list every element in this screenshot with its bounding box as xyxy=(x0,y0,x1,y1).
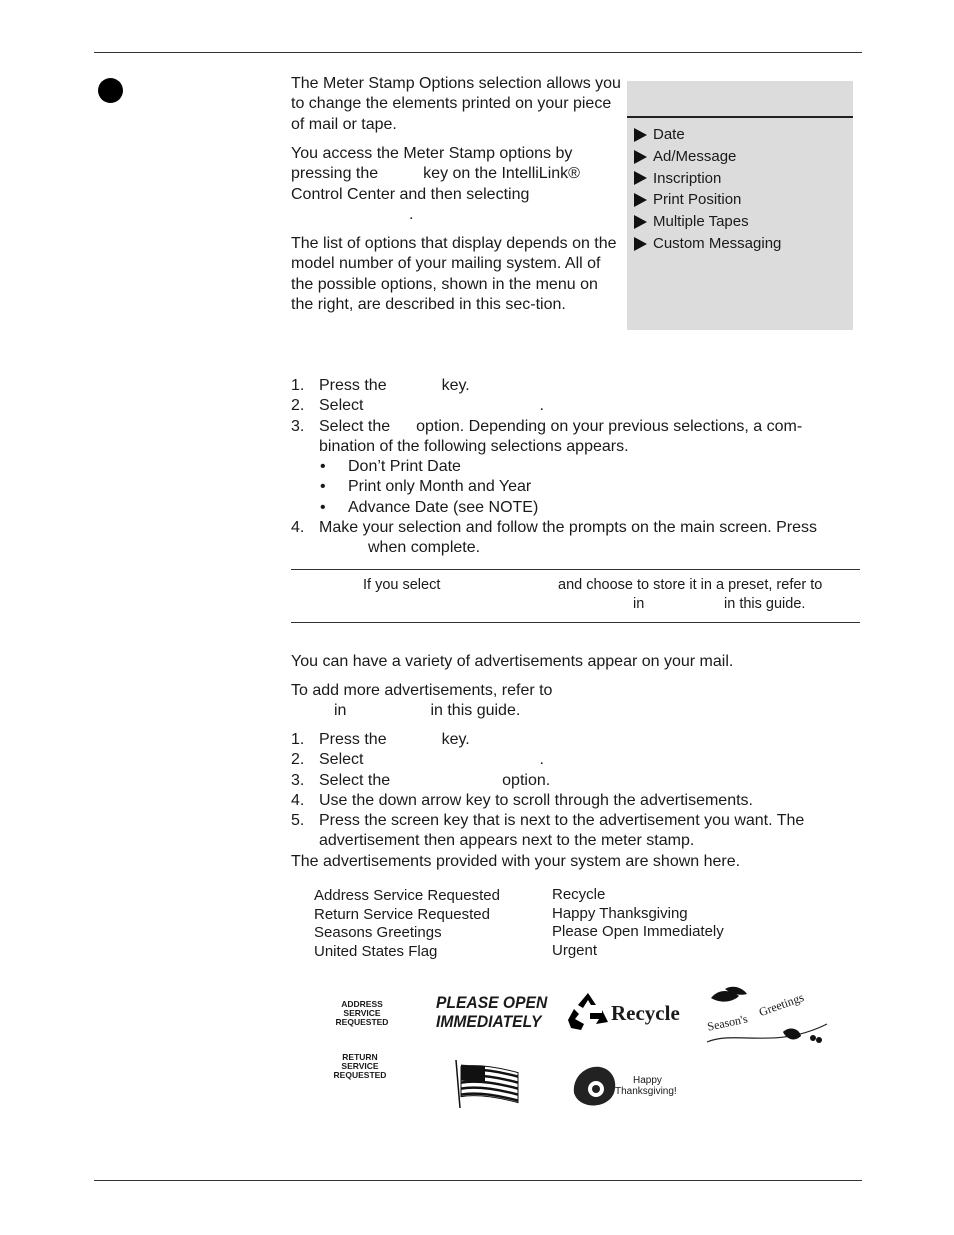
ad-outro: The advertisements provided with your system are shown here. xyxy=(291,852,741,870)
menu-item-label: Multiple Tapes xyxy=(653,213,749,231)
ads-list-column-2 xyxy=(552,886,724,960)
ad-list-item: Return Service Requested xyxy=(314,905,490,923)
menu-item[interactable] xyxy=(634,168,853,190)
stamp-address-service-requested: ADDRESS SERVICE REQUESTED xyxy=(335,999,389,1027)
american-flag-icon xyxy=(452,1058,522,1110)
bottom-rule xyxy=(94,1180,862,1181)
note-box xyxy=(291,569,860,623)
menu-item[interactable] xyxy=(634,233,853,255)
menu-item-label: Inscription xyxy=(653,169,722,187)
ads-list-column-1 xyxy=(314,887,500,961)
menu-item-label: Date xyxy=(653,126,685,143)
note-text-a: If you select xyxy=(363,577,441,593)
note-text-b: and choose to store it in a preset, refer to xyxy=(558,577,823,593)
menu-item[interactable] xyxy=(634,211,853,233)
intro-p2-line4: . xyxy=(409,206,414,224)
intro-p2-line1: You access the Meter Stamp options by xyxy=(291,145,573,162)
note-text-d: in this guide. xyxy=(724,596,806,612)
ad-p2-line1: To add more advertisements, refer to xyxy=(291,682,553,699)
menu-item-label: Custom Messaging xyxy=(653,234,782,252)
menu-item[interactable] xyxy=(634,189,853,211)
ad-paragraph-2 xyxy=(291,681,851,722)
stamp-please-open-immediately: PLEASE OPEN IMMEDIATELY xyxy=(436,993,548,1031)
stamp-seasons-greetings: Season's Greetings xyxy=(705,984,830,1050)
intro-p2-line3: Control Center and then selecting xyxy=(291,185,530,203)
date-step-1: 1. Press the key. xyxy=(291,377,470,394)
stamp-return-service-requested: RETURN SERVICE REQUESTED xyxy=(333,1052,387,1080)
date-option-2: • Print only Month and Year xyxy=(320,478,532,496)
play-arrow-icon xyxy=(634,193,647,207)
ad-list-item: Urgent xyxy=(552,941,598,959)
ad-step-1: 1. Press the key. xyxy=(291,731,470,748)
stamp-us-flag xyxy=(452,1058,522,1115)
date-step-4: 4. Make your selection and follow the prompts on the main screen. Press when complete. xyxy=(291,519,818,557)
stamp-recycle: Recycle xyxy=(566,990,681,1035)
ad-paragraph-1: You can have a variety of advertisements appear on your mail. xyxy=(291,653,734,670)
menu-list xyxy=(627,124,853,255)
ad-list-item: Address Service Requested xyxy=(314,887,500,904)
menu-item-label: Print Position xyxy=(653,191,742,209)
stamp-happy-thanksgiving: Happy Thanksgiving! xyxy=(570,1063,685,1111)
ad-step-4: 4. Use the down arrow key to scroll through the advertisements. xyxy=(291,791,753,809)
date-step-3: 3. Select the option. Depending on your previous selections, a com- bination of the following selections appears. xyxy=(291,417,803,455)
ad-step-5: 5. Press the screen key that is next to the advertisement you want. The advertisement then appears next to the meter stamp. xyxy=(291,812,805,850)
menu-header xyxy=(627,81,853,118)
recycle-icon xyxy=(566,990,610,1032)
ad-p2-line2: in in this guide. xyxy=(334,702,521,720)
ad-list-item: Recycle xyxy=(552,886,606,903)
menu-item[interactable] xyxy=(634,124,853,146)
intro-p2-line2: pressing the key on the IntelliLink® xyxy=(291,165,580,183)
ad-list-item: United States Flag xyxy=(314,942,438,960)
intro-paragraph-1: The Meter Stamp Options selection allows you to change the elements printed on your piece of mail or tape. xyxy=(291,75,621,133)
meter-stamp-menu xyxy=(627,81,853,330)
intro-paragraph-2 xyxy=(291,144,626,226)
play-arrow-icon xyxy=(634,215,647,229)
ad-list-item: Happy Thanksgiving xyxy=(552,904,688,922)
ad-list-item: Seasons Greetings xyxy=(314,924,442,941)
play-arrow-icon xyxy=(634,150,647,164)
intro-paragraph-3: The list of options that display depends on the model number of your mailing system. All of the possible options, shown in the menu on the right, are described in this sec-tion. xyxy=(291,235,617,314)
ad-steps xyxy=(291,730,861,872)
top-rule xyxy=(94,52,862,53)
ad-step-2: 2. Select . xyxy=(291,751,544,769)
note-text-c: in xyxy=(633,596,645,612)
play-arrow-icon xyxy=(634,171,647,185)
play-arrow-icon xyxy=(634,128,647,142)
ad-list-item: Please Open Immediately xyxy=(552,923,724,940)
date-option-3: • Advance Date (see NOTE) xyxy=(320,498,539,516)
date-step-2: 2. Select . xyxy=(291,397,544,415)
play-arrow-icon xyxy=(634,237,647,251)
menu-item[interactable] xyxy=(634,146,853,168)
menu-item-label: Ad/Message xyxy=(653,147,737,165)
ad-step-3: 3. Select the option. xyxy=(291,771,551,789)
date-steps xyxy=(291,376,861,559)
turkey-icon xyxy=(570,1063,620,1111)
section-marker-icon xyxy=(98,78,123,103)
date-option-1: • Don’t Print Date xyxy=(320,458,461,476)
